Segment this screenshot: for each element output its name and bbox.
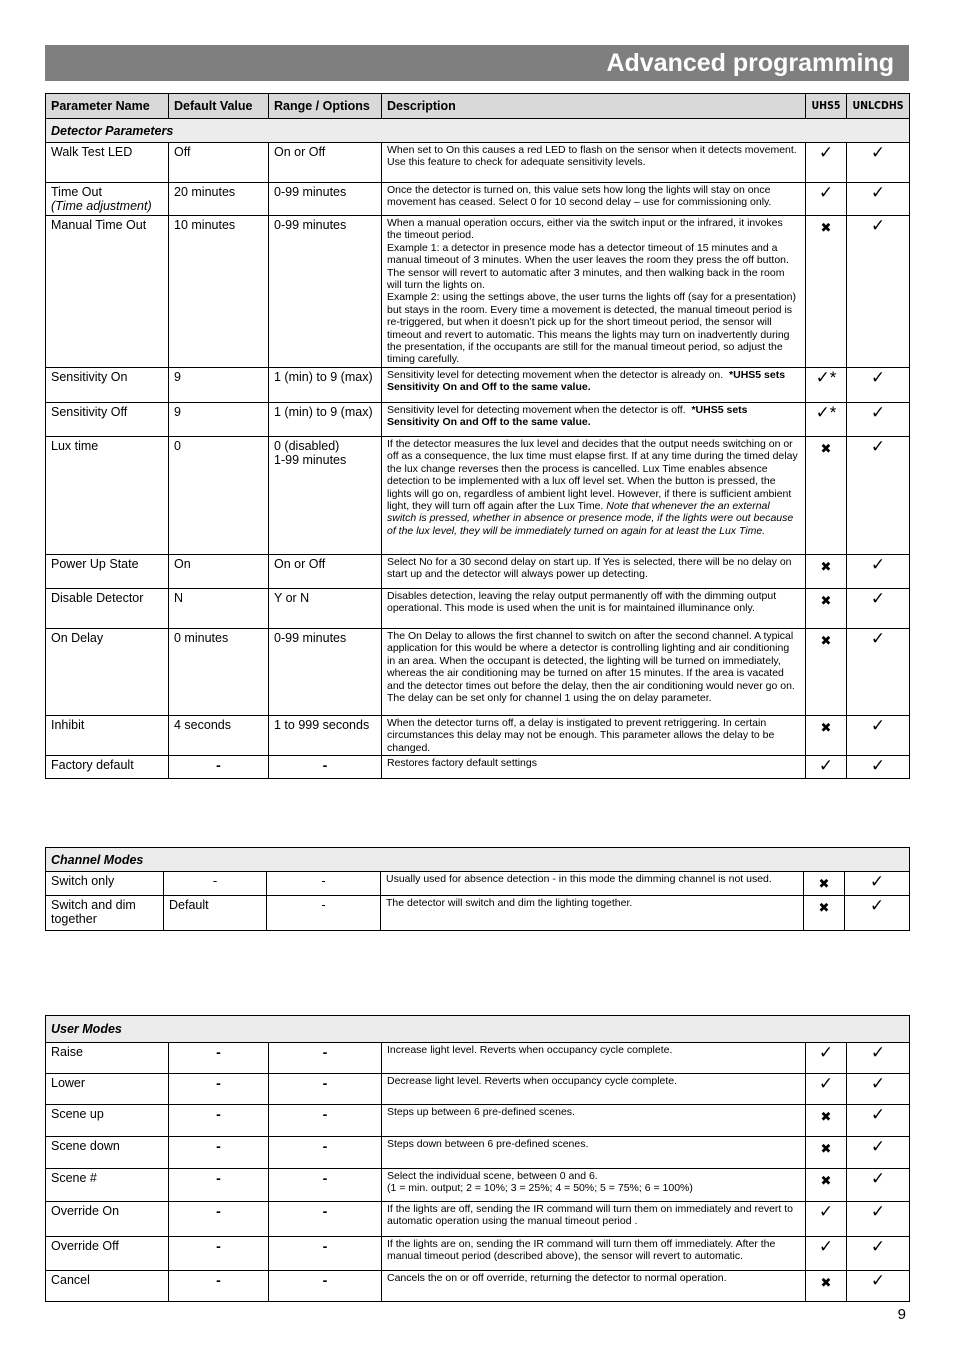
range-line: 1-99 minutes: [274, 452, 347, 467]
range-options: -: [269, 1105, 382, 1137]
param-name: On Delay: [46, 628, 169, 715]
range-options: 1 (min) to 9 (max): [269, 402, 382, 436]
section-title: Channel Modes: [46, 848, 910, 872]
unlcdhs-supported-mark: ✓: [847, 436, 910, 554]
table-header-row: [46, 94, 910, 119]
range-options: -: [269, 756, 382, 779]
detector-parameters-table: [45, 93, 910, 779]
range-options: 0-99 minutes: [269, 628, 382, 715]
param-name: Raise: [46, 1043, 169, 1074]
unlcdhs-supported-mark: ✓: [847, 715, 910, 755]
description: If the lights are on, sending the IR command will turn them off immediately. After the manual timeout period (described above), the sensor will revert to automatic.: [382, 1237, 806, 1271]
description: The detector will switch and dim the lighting together.: [381, 896, 804, 931]
table-row: [46, 183, 910, 216]
range-options: On or Off: [269, 554, 382, 588]
description: Restores factory default settings: [382, 756, 806, 779]
uhs5-unsupported-mark: [806, 436, 847, 554]
param-name: Sensitivity Off: [46, 402, 169, 436]
description: Disables detection, leaving the relay output permanently off with the dimming output operational. This mode is used when the unit is for maintained illuminance only.: [382, 588, 806, 628]
default-value: 0 minutes: [169, 628, 269, 715]
unlcdhs-supported-mark: ✓: [847, 1043, 910, 1074]
default-value: -: [169, 1237, 269, 1271]
table-row: [46, 1074, 910, 1105]
description: Cancels the on or off override, returning the detector to normal operation.: [382, 1271, 806, 1302]
range-options: -: [267, 896, 381, 931]
cross-icon: ✖: [820, 719, 832, 735]
default-value: -: [164, 872, 267, 896]
unlcdhs-supported-mark: ✓: [847, 554, 910, 588]
param-name: Walk Test LED: [46, 143, 169, 183]
range-options: Y or N: [269, 588, 382, 628]
desc-text: Sensitivity level for detecting movement when the detector is off.: [387, 403, 686, 416]
col-range-options: Range / Options: [269, 94, 382, 119]
param-name-main: Time Out: [51, 185, 102, 199]
table-row: [46, 1202, 910, 1237]
cross-icon: ✖: [820, 440, 832, 456]
uhs5-unsupported-mark: [806, 588, 847, 628]
param-name: Override On: [46, 1202, 169, 1237]
cross-icon: ✖: [820, 558, 832, 574]
default-value: 9: [169, 402, 269, 436]
unlcdhs-supported-mark: ✓: [847, 143, 910, 183]
param-name: Factory default: [46, 756, 169, 779]
table-row: [46, 554, 910, 588]
param-name: Override Off: [46, 1237, 169, 1271]
unlcdhs-supported-mark: ✓: [847, 402, 910, 436]
cross-icon: ✖: [820, 1275, 832, 1290]
cross-icon: ✖: [820, 592, 832, 608]
desc-line: When a manual operation occurs, either via the switch input or the infrared, it invokes the timeout period.: [387, 217, 783, 242]
param-name: Disable Detector: [46, 588, 169, 628]
unlcdhs-supported-mark: ✓: [847, 628, 910, 715]
uhs5-unsupported-mark: [806, 216, 847, 368]
user-modes-table: [45, 1015, 910, 1302]
desc-line: Example 1: a detector in presence mode has a detector timeout of 15 minutes and a manual timeout of 3 minutes. When the user leaves the room they press the off button. The sensor will revert to automatic after 3 minutes, and then walking back in the room will turn the lights on.: [387, 241, 789, 292]
range-options: -: [269, 1043, 382, 1074]
section-title: User Modes: [46, 1016, 910, 1043]
unlcdhs-supported-mark: ✓: [847, 1271, 910, 1302]
uhs5-unsupported-mark: [804, 872, 845, 896]
channel-modes-table: [45, 847, 910, 931]
param-name: Lux time: [46, 436, 169, 554]
col-unlcdhs: UNLCDHS: [847, 94, 910, 119]
range-options: -: [269, 1237, 382, 1271]
table-row: [46, 628, 910, 715]
param-name: Lower: [46, 1074, 169, 1105]
default-value: 0: [169, 436, 269, 554]
uhs5-supported-mark: ✓: [806, 1074, 847, 1105]
uhs5-supported-mark: ✓: [806, 1043, 847, 1074]
default-value: On: [169, 554, 269, 588]
range-options: -: [269, 1169, 382, 1202]
table-row: [46, 402, 910, 436]
table-row: [46, 872, 910, 896]
col-parameter-name: Parameter Name: [46, 94, 169, 119]
param-name: Scene up: [46, 1105, 169, 1137]
desc-line: Select the individual scene, between 0 and 6.: [387, 1170, 598, 1182]
uhs5-supported-mark: ✓: [806, 1237, 847, 1271]
uhs5-supported-mark: ✓: [806, 143, 847, 183]
cross-icon: ✖: [820, 220, 832, 235]
table-row: [46, 143, 910, 183]
cross-icon: ✖: [818, 876, 830, 891]
range-options: 1 (min) to 9 (max): [269, 367, 382, 402]
default-value: -: [169, 1105, 269, 1137]
default-value: 9: [169, 367, 269, 402]
table-row: [46, 1137, 910, 1169]
unlcdhs-supported-mark: ✓: [847, 367, 910, 402]
uhs5-unsupported-mark: [806, 628, 847, 715]
uhs5-supported-note-mark: ✓*: [806, 402, 847, 436]
param-name: [46, 183, 169, 216]
range-options: -: [269, 1271, 382, 1302]
uhs5-supported-mark: ✓: [806, 183, 847, 216]
uhs5-unsupported-mark: [806, 554, 847, 588]
unlcdhs-supported-mark: ✓: [847, 756, 910, 779]
param-name: Switch only: [46, 872, 164, 896]
col-uhs5: UHS5: [806, 94, 847, 119]
page-number: 9: [897, 1306, 906, 1323]
param-name: Inhibit: [46, 715, 169, 755]
cross-icon: ✖: [820, 1173, 832, 1188]
table-row: [46, 715, 910, 755]
section-row: [46, 848, 910, 872]
uhs5-supported-mark: ✓: [806, 756, 847, 779]
default-value: -: [169, 1074, 269, 1105]
unlcdhs-supported-mark: ✓: [847, 1137, 910, 1169]
description: Decrease light level. Reverts when occupancy cycle complete.: [382, 1074, 806, 1105]
cross-icon: ✖: [820, 632, 832, 648]
uhs5-unsupported-mark: [806, 1105, 847, 1137]
description: The On Delay to allows the first channel to switch on after the second channel. A typical application for this would be where a detector is controlling lighting and air conditioning in an area. When the occupant is detected, the lighting will be turned on immediately, whereas the air conditioning may be turned on after 15 minutes. If the area is vacated and the detector times out before the delay, then the air conditioning would never go on. The delay can be set only for channel 1 using the on delay parameter.: [382, 628, 806, 715]
range-options: -: [269, 1202, 382, 1237]
table-row: [46, 1169, 910, 1202]
default-value: -: [169, 1271, 269, 1302]
param-name: Scene #: [46, 1169, 169, 1202]
param-name: Sensitivity On: [46, 367, 169, 402]
default-value: N: [169, 588, 269, 628]
desc-line: Example 2: using the settings above, the user turns the lights off (say for a presentation) but stays in the room. Every time a movement is detected, the manual timeout period is re-triggered, but when it doesn’t pick up for the short timeout period, the sensor will timeout and revert to automatic. This means the lights may turn on inadvertently during the presentation, if the occupants are still for the manual timeout period, so adjust the timing carefully.: [387, 291, 796, 366]
uhs5-supported-note-mark: ✓*: [806, 367, 847, 402]
description: Once the detector is turned on, this value sets how long the lights will stay on once movement has ceased. Select 0 for 10 second delay – use for commissioning only.: [382, 183, 806, 216]
section-row: [46, 119, 910, 143]
unlcdhs-supported-mark: ✓: [845, 896, 910, 931]
default-value: Default: [164, 896, 267, 931]
description: [382, 367, 806, 402]
description: [382, 1169, 806, 1202]
desc-text: Sensitivity level for detecting movement when the detector is already on.: [387, 368, 724, 381]
range-options: -: [267, 872, 381, 896]
param-name: Cancel: [46, 1271, 169, 1302]
cross-icon: ✖: [820, 1109, 832, 1124]
description: Steps up between 6 pre-defined scenes.: [382, 1105, 806, 1137]
section-row: [46, 1016, 910, 1043]
unlcdhs-supported-mark: ✓: [847, 1202, 910, 1237]
default-value: -: [169, 1137, 269, 1169]
table-row: [46, 216, 910, 368]
desc-note: Note that whenever the an external switch is pressed, whether in absence or presence mode, if the lights were out because of the lux level, they will be immediately turned on again for at least the Lux Time.: [387, 499, 794, 537]
section-title: Detector Parameters: [46, 119, 910, 143]
range-options: On or Off: [269, 143, 382, 183]
table-row: [46, 896, 910, 931]
unlcdhs-supported-mark: ✓: [847, 1105, 910, 1137]
desc-text: If the detector measures the lux level and decides that the output needs switching on or off as a consequence, the lux time must elapse first. If at any time during the timed delay the lux change reverses then the process is cancelled. Lux Time enables absence detection to be implemented with a lux off level set. When the button is pressed, the lights will go on, regardless of ambient light level. However, if there is sufficient ambient light, they will turn off again after the Lux Time.: [387, 437, 798, 512]
col-description: Description: [382, 94, 806, 119]
desc-line: (1 = min. output; 2 = 10%; 3 = 25%; 4 = 50%; 5 = 75%; 6 = 100%): [387, 1182, 693, 1195]
param-name: Manual Time Out: [46, 216, 169, 368]
range-options: 0-99 minutes: [269, 183, 382, 216]
description: When set to On this causes a red LED to flash on the sensor when it detects movement. Use this feature to check for adequate sensitivity levels.: [382, 143, 806, 183]
uhs5-unsupported-mark: [806, 715, 847, 755]
default-value: 20 minutes: [169, 183, 269, 216]
default-value: -: [169, 1169, 269, 1202]
uhs5-unsupported-mark: [806, 1169, 847, 1202]
table-row: [46, 756, 910, 779]
param-name: Scene down: [46, 1137, 169, 1169]
uhs5-supported-mark: ✓: [806, 1202, 847, 1237]
description: Increase light level. Reverts when occupancy cycle complete.: [382, 1043, 806, 1074]
unlcdhs-supported-mark: ✓: [847, 1169, 910, 1202]
unlcdhs-supported-mark: ✓: [847, 183, 910, 216]
unlcdhs-supported-mark: ✓: [847, 588, 910, 628]
table-row: [46, 436, 910, 554]
default-value: -: [169, 1043, 269, 1074]
uhs5-unsupported-mark: [804, 896, 845, 931]
range-line: 0 (disabled): [274, 438, 340, 453]
col-default-value: Default Value: [169, 94, 269, 119]
range-options: -: [269, 1074, 382, 1105]
description: Steps down between 6 pre-defined scenes.: [382, 1137, 806, 1169]
table-row: [46, 1237, 910, 1271]
default-value: -: [169, 756, 269, 779]
default-value: Off: [169, 143, 269, 183]
table-row: [46, 588, 910, 628]
range-options: 1 to 999 seconds: [269, 715, 382, 755]
unlcdhs-supported-mark: ✓: [845, 872, 910, 896]
param-name: Power Up State: [46, 554, 169, 588]
desc-note: *UHS5 sets Sensitivity On and Off to the same value.: [387, 368, 786, 394]
default-value: -: [169, 1202, 269, 1237]
unlcdhs-supported-mark: ✓: [847, 1074, 910, 1105]
table-row: [46, 1271, 910, 1302]
page-title: Advanced programming: [45, 45, 909, 81]
default-value: 4 seconds: [169, 715, 269, 755]
unlcdhs-supported-mark: ✓: [847, 216, 910, 368]
description: [382, 216, 806, 368]
cross-icon: ✖: [820, 1141, 832, 1156]
table-row: [46, 367, 910, 402]
description: Usually used for absence detection - in this mode the dimming channel is not used.: [381, 872, 804, 896]
unlcdhs-supported-mark: ✓: [847, 1237, 910, 1271]
default-value: 10 minutes: [169, 216, 269, 368]
desc-note: *UHS5 sets Sensitivity On and Off to the same value.: [387, 403, 748, 429]
param-name: Switch and dim together: [46, 896, 164, 931]
table-row: [46, 1043, 910, 1074]
description: When the detector turns off, a delay is instigated to prevent retriggering. In certain circumstances this delay may not be enough. This parameter allows the delay to be changed.: [382, 715, 806, 755]
cross-icon: ✖: [818, 900, 830, 915]
range-options: [269, 436, 382, 554]
range-options: -: [269, 1137, 382, 1169]
uhs5-unsupported-mark: [806, 1271, 847, 1302]
description: [382, 436, 806, 554]
description: [382, 402, 806, 436]
description: Select No for a 30 second delay on start up. If Yes is selected, there will be no delay on start up and the detector will always power up detecting.: [382, 554, 806, 588]
range-options: 0-99 minutes: [269, 216, 382, 368]
uhs5-unsupported-mark: [806, 1137, 847, 1169]
param-name-sub: (Time adjustment): [51, 199, 152, 213]
description: If the lights are off, sending the IR command will turn them on immediately and revert to automatic operation using the manual timeout period .: [382, 1202, 806, 1237]
table-row: [46, 1105, 910, 1137]
